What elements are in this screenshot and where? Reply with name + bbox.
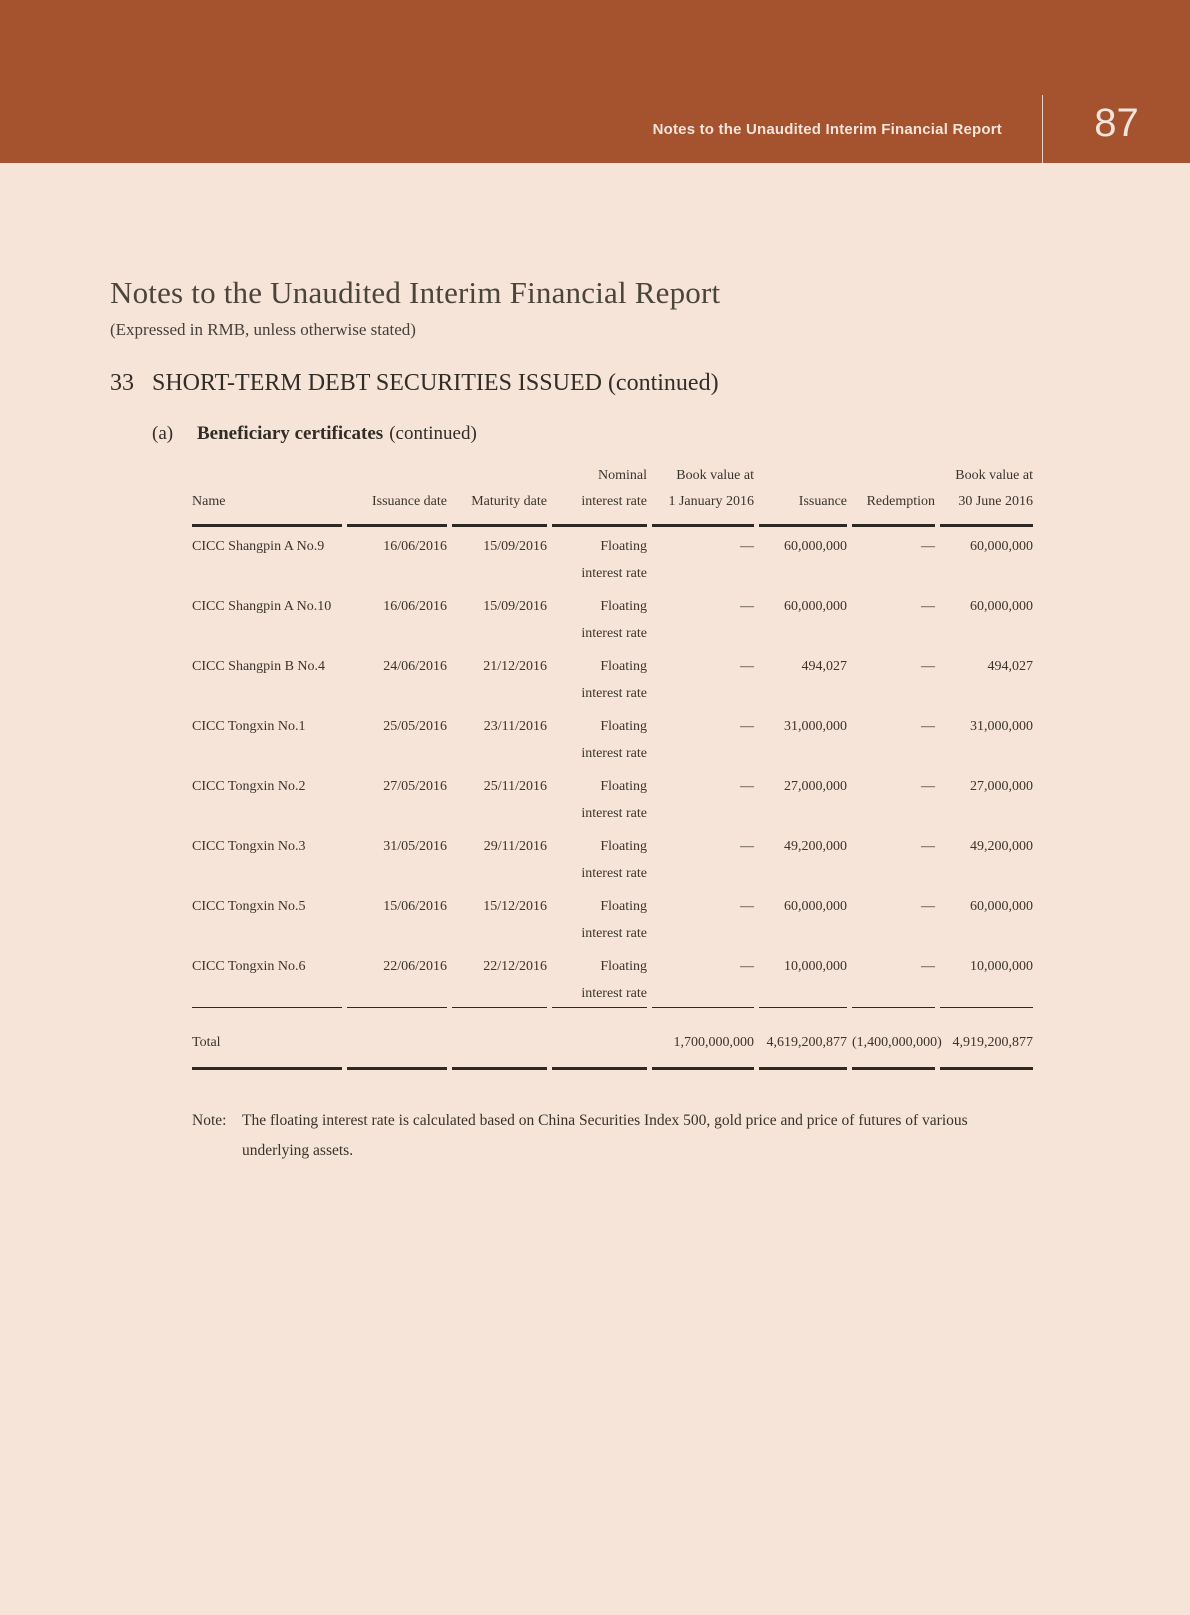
cell-issuance-date: 16/06/2016 xyxy=(383,599,447,614)
total-maturity-date xyxy=(452,1007,547,1070)
cell-maturity-date: 21/12/2016 xyxy=(483,659,547,674)
table-body xyxy=(192,527,1033,1007)
cell-issuance: 494,027 xyxy=(801,659,847,674)
beneficiary-certificates-table xyxy=(187,463,1038,1070)
cell-name: CICC Shangpin B No.4 xyxy=(192,659,326,674)
subsection-heading xyxy=(110,423,1080,445)
cell-book-value-jan: — xyxy=(740,839,754,854)
footnote-label: Note: xyxy=(192,1112,227,1129)
cell-name: CICC Tongxin No.1 xyxy=(192,719,306,734)
cell-book-value-jan: — xyxy=(740,779,754,794)
table-header xyxy=(192,463,1033,527)
cell-issuance: 27,000,000 xyxy=(784,779,847,794)
col-header-book-june-line2: 30 June 2016 xyxy=(958,494,1033,509)
cell-redemption: — xyxy=(921,839,935,854)
table-row xyxy=(192,827,1033,887)
subsection-suffix: (continued) xyxy=(389,423,477,444)
col-header-maturity-date: Maturity date xyxy=(452,463,547,527)
cell-name: CICC Tongxin No.3 xyxy=(192,839,306,854)
cell-issuance: 60,000,000 xyxy=(784,899,847,914)
col-header-book-jan-line2: 1 January 2016 xyxy=(668,494,754,509)
col-header-issuance: Issuance xyxy=(759,463,847,527)
document-subtitle: (Expressed in RMB, unless otherwise stated) xyxy=(110,320,416,339)
table-footer xyxy=(192,1007,1033,1070)
cell-maturity-date: 25/11/2016 xyxy=(483,779,547,794)
cell-issuance: 49,200,000 xyxy=(784,839,847,854)
cell-book-value-jan: — xyxy=(740,719,754,734)
cell-name: CICC Tongxin No.6 xyxy=(192,959,306,974)
cell-book-value-jan: — xyxy=(740,899,754,914)
subsection-label: (a) xyxy=(152,423,174,444)
cell-issuance-date: 24/06/2016 xyxy=(383,659,447,674)
cell-nominal-line2: interest rate xyxy=(581,926,647,941)
table-row xyxy=(192,887,1033,947)
header-band-content xyxy=(653,95,1190,163)
cell-nominal-line1: Floating xyxy=(600,779,647,794)
table-row xyxy=(192,647,1033,707)
table-header-row xyxy=(192,463,1033,527)
cell-redemption: — xyxy=(921,959,935,974)
cell-nominal-line2: interest rate xyxy=(581,806,647,821)
table-row xyxy=(192,707,1033,767)
cell-nominal-line1: Floating xyxy=(600,539,647,554)
cell-nominal-interest-rate xyxy=(552,767,647,827)
running-header-title: Notes to the Unaudited Interim Financial Report xyxy=(652,120,1002,138)
section-title: SHORT-TERM DEBT SECURITIES ISSUED (continued) xyxy=(152,370,719,396)
cell-book-value-june: 60,000,000 xyxy=(970,599,1033,614)
cell-issuance: 31,000,000 xyxy=(784,719,847,734)
cell-book-value-june: 27,000,000 xyxy=(970,779,1033,794)
cell-nominal-interest-rate xyxy=(552,707,647,767)
document-title: Notes to the Unaudited Interim Financial Report xyxy=(110,275,721,310)
cell-issuance-date: 25/05/2016 xyxy=(383,719,447,734)
total-book-value-june: 4,919,200,877 xyxy=(940,1007,1033,1070)
total-issuance-date xyxy=(347,1007,447,1070)
col-header-book-value-jan xyxy=(652,463,754,527)
total-book-value-jan: 1,700,000,000 xyxy=(652,1007,754,1070)
col-header-book-value-june xyxy=(940,463,1033,527)
cell-issuance: 60,000,000 xyxy=(784,599,847,614)
cell-nominal-line1: Floating xyxy=(600,719,647,734)
cell-issuance-date: 27/05/2016 xyxy=(383,779,447,794)
cell-nominal-line2: interest rate xyxy=(581,746,647,761)
cell-redemption: — xyxy=(921,899,935,914)
cell-nominal-interest-rate xyxy=(552,887,647,947)
table-row xyxy=(192,947,1033,1007)
col-header-book-jan-line1: Book value at xyxy=(676,468,754,483)
cell-maturity-date: 15/09/2016 xyxy=(483,539,547,554)
cell-nominal-line2: interest rate xyxy=(581,866,647,881)
cell-book-value-june: 10,000,000 xyxy=(970,959,1033,974)
cell-maturity-date: 23/11/2016 xyxy=(483,719,547,734)
cell-maturity-date: 29/11/2016 xyxy=(483,839,547,854)
table-row xyxy=(192,527,1033,587)
total-row xyxy=(192,1007,1033,1070)
cell-name: CICC Tongxin No.5 xyxy=(192,899,306,914)
cell-issuance-date: 31/05/2016 xyxy=(383,839,447,854)
cell-book-value-jan: — xyxy=(740,959,754,974)
total-issuance: 4,619,200,877 xyxy=(759,1007,847,1070)
col-header-redemption: Redemption xyxy=(852,463,935,527)
footnote-text: The floating interest rate is calculated based on China Securities Index 500, gold price and price of futures of various underlying assets. xyxy=(242,1112,968,1159)
main-content xyxy=(0,163,1190,1166)
cell-book-value-jan: — xyxy=(740,599,754,614)
cell-redemption: — xyxy=(921,599,935,614)
cell-redemption: — xyxy=(921,539,935,554)
table-row xyxy=(192,767,1033,827)
cell-maturity-date: 15/09/2016 xyxy=(483,599,547,614)
cell-issuance: 60,000,000 xyxy=(784,539,847,554)
cell-name: CICC Tongxin No.2 xyxy=(192,779,306,794)
cell-nominal-line1: Floating xyxy=(600,659,647,674)
cell-nominal-interest-rate xyxy=(552,947,647,1007)
cell-nominal-line1: Floating xyxy=(600,839,647,854)
total-redemption: (1,400,000,000) xyxy=(852,1007,935,1070)
cell-nominal-line2: interest rate xyxy=(581,566,647,581)
cell-maturity-date: 22/12/2016 xyxy=(483,959,547,974)
cell-nominal-line2: interest rate xyxy=(581,686,647,701)
table-row xyxy=(192,587,1033,647)
total-label: Total xyxy=(192,1007,342,1070)
cell-issuance-date: 22/06/2016 xyxy=(383,959,447,974)
cell-issuance: 10,000,000 xyxy=(784,959,847,974)
cell-nominal-interest-rate xyxy=(552,587,647,647)
subsection-title: Beneficiary certificates xyxy=(197,423,384,444)
cell-nominal-line1: Floating xyxy=(600,959,647,974)
col-header-nominal-interest-rate xyxy=(552,463,647,527)
beneficiary-certificates-table-wrap xyxy=(110,463,1080,1070)
cell-maturity-date: 15/12/2016 xyxy=(483,899,547,914)
cell-book-value-june: 60,000,000 xyxy=(970,899,1033,914)
total-nominal xyxy=(552,1007,647,1070)
cell-book-value-june: 49,200,000 xyxy=(970,839,1033,854)
cell-name: CICC Shangpin A No.10 xyxy=(192,599,332,614)
page-header-band xyxy=(0,0,1190,163)
cell-redemption: — xyxy=(921,779,935,794)
cell-nominal-interest-rate xyxy=(552,527,647,587)
cell-nominal-interest-rate xyxy=(552,827,647,887)
cell-book-value-june: 494,027 xyxy=(987,659,1033,674)
col-header-issuance-date: Issuance date xyxy=(347,463,447,527)
section-number: 33 xyxy=(110,370,134,396)
footnote xyxy=(110,1106,1080,1166)
col-header-nominal-line1: Nominal xyxy=(598,468,647,483)
cell-redemption: — xyxy=(921,719,935,734)
cell-name: CICC Shangpin A No.9 xyxy=(192,539,325,554)
cell-book-value-jan: — xyxy=(740,659,754,674)
cell-redemption: — xyxy=(921,659,935,674)
cell-nominal-line1: Floating xyxy=(600,899,647,914)
page-number: 87 xyxy=(1094,100,1139,145)
cell-nominal-interest-rate xyxy=(552,647,647,707)
cell-book-value-june: 60,000,000 xyxy=(970,539,1033,554)
cell-book-value-jan: — xyxy=(740,539,754,554)
cell-book-value-june: 31,000,000 xyxy=(970,719,1033,734)
col-header-book-june-line1: Book value at xyxy=(955,468,1033,483)
col-header-nominal-line2: interest rate xyxy=(581,494,647,509)
cell-issuance-date: 15/06/2016 xyxy=(383,899,447,914)
cell-nominal-line1: Floating xyxy=(600,599,647,614)
section-heading xyxy=(110,370,1080,397)
cell-issuance-date: 16/06/2016 xyxy=(383,539,447,554)
cell-nominal-line2: interest rate xyxy=(581,986,647,1001)
col-header-name: Name xyxy=(192,463,342,527)
cell-nominal-line2: interest rate xyxy=(581,626,647,641)
